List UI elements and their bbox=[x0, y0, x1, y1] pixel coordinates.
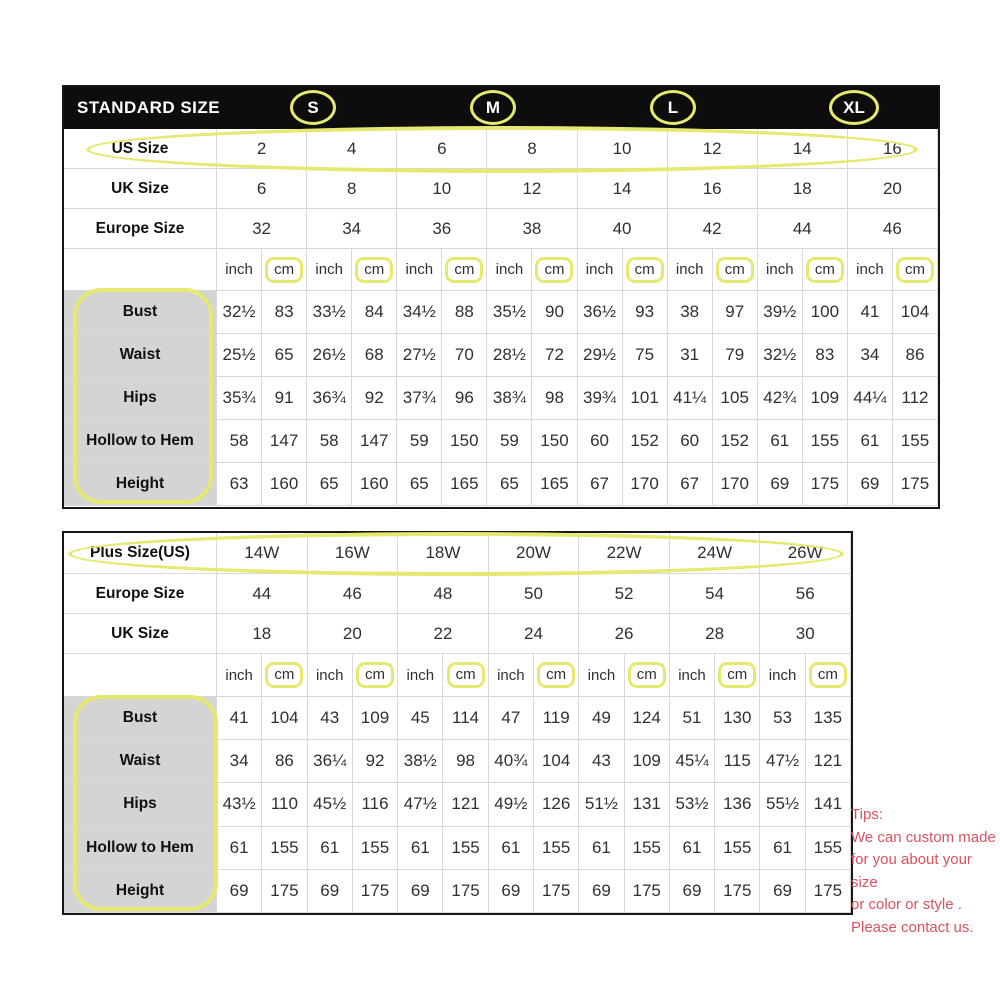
size-value-cell: 56 bbox=[760, 574, 851, 614]
measure-value-cell: 130 bbox=[715, 697, 760, 740]
measure-value-cell: 101 bbox=[623, 377, 668, 420]
measure-value-cell: 45¼ bbox=[670, 740, 715, 783]
measure-value-cell: 150 bbox=[442, 420, 487, 463]
size-value-cell: 10 bbox=[578, 129, 668, 169]
cm-highlight-chip: cm bbox=[355, 257, 393, 283]
size-value-cell: 40 bbox=[578, 209, 668, 249]
measure-value-cell: 59 bbox=[487, 420, 532, 463]
size-s-badge: S bbox=[290, 90, 336, 125]
cm-unit-cell bbox=[442, 249, 487, 291]
cm-unit-cell bbox=[715, 654, 760, 697]
size-value-cell: 36 bbox=[397, 209, 487, 249]
size-value-cell: 16 bbox=[668, 169, 758, 209]
units-row-spacer bbox=[64, 654, 217, 697]
measure-value-cell: 155 bbox=[803, 420, 848, 463]
size-row-label: UK Size bbox=[64, 169, 217, 209]
measure-value-cell: 75 bbox=[623, 334, 668, 377]
measure-value-cell: 38½ bbox=[398, 740, 443, 783]
standard-size-grid bbox=[64, 129, 938, 506]
size-value-cell: 4 bbox=[307, 129, 397, 169]
measure-value-cell: 43½ bbox=[217, 783, 262, 826]
measure-value-cell: 150 bbox=[532, 420, 577, 463]
measure-value-cell: 34 bbox=[848, 334, 893, 377]
cm-unit-cell bbox=[352, 249, 397, 291]
cm-highlight-chip: cm bbox=[535, 257, 573, 283]
measure-value-cell: 104 bbox=[893, 291, 938, 334]
cm-unit-cell bbox=[893, 249, 938, 291]
measure-value-cell: 51 bbox=[670, 697, 715, 740]
size-value-cell: 52 bbox=[579, 574, 670, 614]
measure-value-cell: 43 bbox=[308, 697, 353, 740]
measure-value-cell: 175 bbox=[262, 870, 307, 913]
measure-value-cell: 119 bbox=[534, 697, 579, 740]
measure-value-cell: 47½ bbox=[760, 740, 805, 783]
measure-row-label: Bust bbox=[64, 697, 217, 740]
measure-value-cell: 29½ bbox=[578, 334, 623, 377]
tips-line: We can custom made bbox=[851, 828, 996, 846]
measure-value-cell: 155 bbox=[806, 827, 851, 870]
measure-value-cell: 147 bbox=[262, 420, 307, 463]
measure-value-cell: 131 bbox=[625, 783, 670, 826]
size-xl-badge: XL bbox=[829, 90, 879, 125]
measure-value-cell: 175 bbox=[893, 463, 938, 506]
measure-value-cell: 155 bbox=[353, 827, 398, 870]
size-value-cell: 16W bbox=[308, 533, 399, 574]
inch-unit-cell: inch bbox=[217, 249, 262, 291]
cm-highlight-chip: cm bbox=[806, 257, 844, 283]
size-value-cell: 20 bbox=[848, 169, 938, 209]
tips-note bbox=[851, 804, 1000, 939]
measure-value-cell: 61 bbox=[670, 827, 715, 870]
cm-unit-cell bbox=[713, 249, 758, 291]
measure-value-cell: 170 bbox=[713, 463, 758, 506]
measure-value-cell: 170 bbox=[623, 463, 668, 506]
measure-value-cell: 135 bbox=[806, 697, 851, 740]
measure-value-cell: 27½ bbox=[397, 334, 442, 377]
cm-highlight-chip: cm bbox=[896, 257, 934, 283]
measure-value-cell: 160 bbox=[262, 463, 307, 506]
measure-value-cell: 33½ bbox=[307, 291, 352, 334]
size-value-cell: 14 bbox=[758, 129, 848, 169]
measure-value-cell: 65 bbox=[487, 463, 532, 506]
measure-value-cell: 42¾ bbox=[758, 377, 803, 420]
cm-unit-cell bbox=[806, 654, 851, 697]
inch-unit-cell: inch bbox=[578, 249, 623, 291]
measure-value-cell: 97 bbox=[713, 291, 758, 334]
inch-unit-cell: inch bbox=[307, 249, 352, 291]
measure-value-cell: 98 bbox=[532, 377, 577, 420]
measure-value-cell: 175 bbox=[443, 870, 488, 913]
cm-unit-cell bbox=[532, 249, 577, 291]
standard-size-title: STANDARD SIZE bbox=[77, 98, 221, 117]
measure-value-cell: 67 bbox=[578, 463, 623, 506]
measure-value-cell: 55½ bbox=[760, 783, 805, 826]
inch-unit-cell: inch bbox=[489, 654, 534, 697]
measure-row-label: Hollow to Hem bbox=[64, 420, 217, 463]
measure-value-cell: 25½ bbox=[217, 334, 262, 377]
measure-value-cell: 141 bbox=[806, 783, 851, 826]
cm-highlight-chip: cm bbox=[265, 257, 303, 283]
cm-highlight-chip: cm bbox=[537, 662, 575, 688]
measure-value-cell: 152 bbox=[713, 420, 758, 463]
measure-value-cell: 69 bbox=[579, 870, 624, 913]
measure-value-cell: 126 bbox=[534, 783, 579, 826]
measure-row-label: Height bbox=[64, 463, 217, 506]
measure-value-cell: 47½ bbox=[398, 783, 443, 826]
measure-value-cell: 100 bbox=[803, 291, 848, 334]
measure-value-cell: 175 bbox=[534, 870, 579, 913]
measure-value-cell: 175 bbox=[803, 463, 848, 506]
measure-value-cell: 83 bbox=[262, 291, 307, 334]
measure-value-cell: 114 bbox=[443, 697, 488, 740]
measure-value-cell: 155 bbox=[443, 827, 488, 870]
measure-value-cell: 61 bbox=[308, 827, 353, 870]
measure-value-cell: 31 bbox=[668, 334, 713, 377]
measure-value-cell: 61 bbox=[398, 827, 443, 870]
size-row-label: US Size bbox=[64, 129, 217, 169]
inch-unit-cell: inch bbox=[670, 654, 715, 697]
measure-value-cell: 92 bbox=[352, 377, 397, 420]
measure-value-cell: 86 bbox=[262, 740, 307, 783]
measure-value-cell: 84 bbox=[352, 291, 397, 334]
measure-value-cell: 98 bbox=[443, 740, 488, 783]
measure-value-cell: 38¾ bbox=[487, 377, 532, 420]
measure-value-cell: 69 bbox=[308, 870, 353, 913]
measure-value-cell: 49 bbox=[579, 697, 624, 740]
measure-value-cell: 61 bbox=[489, 827, 534, 870]
measure-value-cell: 60 bbox=[668, 420, 713, 463]
cm-unit-cell bbox=[623, 249, 668, 291]
measure-value-cell: 41¼ bbox=[668, 377, 713, 420]
measure-value-cell: 175 bbox=[353, 870, 398, 913]
measure-value-cell: 59 bbox=[397, 420, 442, 463]
measure-value-cell: 175 bbox=[715, 870, 760, 913]
size-value-cell: 2 bbox=[217, 129, 307, 169]
size-row-label: Europe Size bbox=[64, 574, 217, 614]
measure-value-cell: 44¼ bbox=[848, 377, 893, 420]
tips-line: for you about your size bbox=[851, 851, 972, 891]
size-value-cell: 38 bbox=[487, 209, 577, 249]
inch-unit-cell: inch bbox=[579, 654, 624, 697]
measure-value-cell: 26½ bbox=[307, 334, 352, 377]
size-value-cell: 32 bbox=[217, 209, 307, 249]
measure-value-cell: 47 bbox=[489, 697, 534, 740]
measure-value-cell: 53½ bbox=[670, 783, 715, 826]
measure-value-cell: 45 bbox=[398, 697, 443, 740]
cm-unit-cell bbox=[353, 654, 398, 697]
size-value-cell: 50 bbox=[489, 574, 580, 614]
cm-highlight-chip: cm bbox=[626, 257, 664, 283]
measure-value-cell: 45½ bbox=[308, 783, 353, 826]
measure-value-cell: 109 bbox=[803, 377, 848, 420]
measure-value-cell: 61 bbox=[848, 420, 893, 463]
measure-value-cell: 34½ bbox=[397, 291, 442, 334]
cm-unit-cell bbox=[625, 654, 670, 697]
measure-value-cell: 32½ bbox=[758, 334, 803, 377]
inch-unit-cell: inch bbox=[487, 249, 532, 291]
size-value-cell: 24W bbox=[670, 533, 761, 574]
cm-highlight-chip: cm bbox=[716, 257, 754, 283]
cm-unit-cell bbox=[803, 249, 848, 291]
size-value-cell: 20W bbox=[489, 533, 580, 574]
measure-value-cell: 34 bbox=[217, 740, 262, 783]
size-value-cell: 20 bbox=[308, 614, 399, 654]
measure-value-cell: 63 bbox=[217, 463, 262, 506]
size-value-cell: 48 bbox=[398, 574, 489, 614]
measure-value-cell: 121 bbox=[806, 740, 851, 783]
measure-value-cell: 61 bbox=[760, 827, 805, 870]
measure-value-cell: 155 bbox=[715, 827, 760, 870]
measure-value-cell: 53 bbox=[760, 697, 805, 740]
measure-value-cell: 160 bbox=[352, 463, 397, 506]
measure-row-label: Waist bbox=[64, 740, 217, 783]
size-row-label: UK Size bbox=[64, 614, 217, 654]
measure-value-cell: 165 bbox=[532, 463, 577, 506]
measure-value-cell: 83 bbox=[803, 334, 848, 377]
measure-value-cell: 88 bbox=[442, 291, 487, 334]
measure-value-cell: 41 bbox=[217, 697, 262, 740]
size-value-cell: 46 bbox=[848, 209, 938, 249]
measure-value-cell: 36¼ bbox=[308, 740, 353, 783]
size-value-cell: 12 bbox=[668, 129, 758, 169]
measure-value-cell: 155 bbox=[625, 827, 670, 870]
size-value-cell: 26W bbox=[760, 533, 851, 574]
inch-unit-cell: inch bbox=[758, 249, 803, 291]
size-value-cell: 30 bbox=[760, 614, 851, 654]
measure-value-cell: 36¾ bbox=[307, 377, 352, 420]
measure-value-cell: 86 bbox=[893, 334, 938, 377]
size-value-cell: 6 bbox=[217, 169, 307, 209]
size-row-label: Europe Size bbox=[64, 209, 217, 249]
size-value-cell: 28 bbox=[670, 614, 761, 654]
inch-unit-cell: inch bbox=[397, 249, 442, 291]
size-value-cell: 18 bbox=[217, 614, 308, 654]
size-value-cell: 8 bbox=[487, 129, 577, 169]
cm-highlight-chip: cm bbox=[445, 257, 483, 283]
standard-size-table bbox=[62, 85, 940, 509]
measure-row-label: Hips bbox=[64, 377, 217, 420]
size-value-cell: 14W bbox=[217, 533, 308, 574]
measure-row-label: Bust bbox=[64, 291, 217, 334]
measure-value-cell: 104 bbox=[534, 740, 579, 783]
size-value-cell: 8 bbox=[307, 169, 397, 209]
measure-value-cell: 39½ bbox=[758, 291, 803, 334]
cm-unit-cell bbox=[443, 654, 488, 697]
measure-value-cell: 58 bbox=[217, 420, 262, 463]
measure-value-cell: 65 bbox=[307, 463, 352, 506]
size-value-cell: 16 bbox=[848, 129, 938, 169]
units-row-spacer bbox=[64, 249, 217, 291]
measure-value-cell: 36½ bbox=[578, 291, 623, 334]
size-value-cell: 6 bbox=[397, 129, 487, 169]
cm-unit-cell bbox=[262, 249, 307, 291]
measure-value-cell: 38 bbox=[668, 291, 713, 334]
measure-value-cell: 147 bbox=[352, 420, 397, 463]
cm-highlight-chip: cm bbox=[628, 662, 666, 688]
cm-highlight-chip: cm bbox=[809, 662, 847, 688]
measure-value-cell: 49½ bbox=[489, 783, 534, 826]
size-value-cell: 22W bbox=[579, 533, 670, 574]
measure-value-cell: 109 bbox=[625, 740, 670, 783]
cm-highlight-chip: cm bbox=[447, 662, 485, 688]
measure-value-cell: 70 bbox=[442, 334, 487, 377]
measure-value-cell: 40¾ bbox=[489, 740, 534, 783]
measure-value-cell: 35¾ bbox=[217, 377, 262, 420]
tips-line: or color or style . bbox=[851, 896, 962, 913]
size-value-cell: 22 bbox=[398, 614, 489, 654]
measure-value-cell: 116 bbox=[353, 783, 398, 826]
measure-value-cell: 165 bbox=[442, 463, 487, 506]
measure-value-cell: 68 bbox=[352, 334, 397, 377]
measure-row-label: Height bbox=[64, 870, 217, 913]
size-row-label: Plus Size(US) bbox=[64, 533, 217, 574]
plus-size-grid bbox=[64, 533, 851, 913]
size-value-cell: 46 bbox=[308, 574, 399, 614]
measure-value-cell: 96 bbox=[442, 377, 487, 420]
measure-value-cell: 43 bbox=[579, 740, 624, 783]
tips-line: Please contact us. bbox=[851, 918, 974, 936]
measure-value-cell: 105 bbox=[713, 377, 758, 420]
measure-value-cell: 69 bbox=[848, 463, 893, 506]
measure-value-cell: 72 bbox=[532, 334, 577, 377]
plus-size-table bbox=[62, 531, 853, 915]
size-value-cell: 18W bbox=[398, 533, 489, 574]
cm-highlight-chip: cm bbox=[265, 662, 303, 688]
measure-value-cell: 69 bbox=[758, 463, 803, 506]
measure-value-cell: 67 bbox=[668, 463, 713, 506]
inch-unit-cell: inch bbox=[398, 654, 443, 697]
measure-value-cell: 60 bbox=[578, 420, 623, 463]
measure-value-cell: 37¾ bbox=[397, 377, 442, 420]
size-value-cell: 34 bbox=[307, 209, 397, 249]
size-m-badge: M bbox=[470, 90, 516, 125]
measure-row-label: Hips bbox=[64, 783, 217, 826]
cm-unit-cell bbox=[262, 654, 307, 697]
measure-value-cell: 155 bbox=[534, 827, 579, 870]
size-value-cell: 24 bbox=[489, 614, 580, 654]
size-value-cell: 18 bbox=[758, 169, 848, 209]
measure-value-cell: 69 bbox=[760, 870, 805, 913]
measure-value-cell: 65 bbox=[262, 334, 307, 377]
measure-value-cell: 39¾ bbox=[578, 377, 623, 420]
measure-value-cell: 69 bbox=[398, 870, 443, 913]
cm-highlight-chip: cm bbox=[356, 662, 394, 688]
measure-value-cell: 61 bbox=[217, 827, 262, 870]
measure-value-cell: 93 bbox=[623, 291, 668, 334]
measure-value-cell: 92 bbox=[353, 740, 398, 783]
measure-value-cell: 91 bbox=[262, 377, 307, 420]
measure-value-cell: 104 bbox=[262, 697, 307, 740]
measure-value-cell: 152 bbox=[623, 420, 668, 463]
measure-value-cell: 69 bbox=[670, 870, 715, 913]
measure-value-cell: 124 bbox=[625, 697, 670, 740]
measure-value-cell: 115 bbox=[715, 740, 760, 783]
size-value-cell: 10 bbox=[397, 169, 487, 209]
standard-size-header-bar bbox=[64, 87, 938, 129]
measure-value-cell: 32½ bbox=[217, 291, 262, 334]
size-value-cell: 42 bbox=[668, 209, 758, 249]
measure-value-cell: 175 bbox=[806, 870, 851, 913]
inch-unit-cell: inch bbox=[760, 654, 805, 697]
measure-value-cell: 110 bbox=[262, 783, 307, 826]
inch-unit-cell: inch bbox=[308, 654, 353, 697]
measure-value-cell: 136 bbox=[715, 783, 760, 826]
measure-value-cell: 121 bbox=[443, 783, 488, 826]
inch-unit-cell: inch bbox=[848, 249, 893, 291]
measure-value-cell: 112 bbox=[893, 377, 938, 420]
measure-value-cell: 69 bbox=[489, 870, 534, 913]
measure-value-cell: 90 bbox=[532, 291, 577, 334]
cm-unit-cell bbox=[534, 654, 579, 697]
measure-value-cell: 41 bbox=[848, 291, 893, 334]
size-value-cell: 26 bbox=[579, 614, 670, 654]
measure-value-cell: 51½ bbox=[579, 783, 624, 826]
measure-row-label: Hollow to Hem bbox=[64, 827, 217, 870]
measure-value-cell: 65 bbox=[397, 463, 442, 506]
measure-value-cell: 155 bbox=[893, 420, 938, 463]
measure-row-label: Waist bbox=[64, 334, 217, 377]
measure-value-cell: 109 bbox=[353, 697, 398, 740]
size-value-cell: 12 bbox=[487, 169, 577, 209]
measure-value-cell: 35½ bbox=[487, 291, 532, 334]
inch-unit-cell: inch bbox=[668, 249, 713, 291]
measure-value-cell: 69 bbox=[217, 870, 262, 913]
measure-value-cell: 61 bbox=[579, 827, 624, 870]
size-value-cell: 44 bbox=[758, 209, 848, 249]
measure-value-cell: 61 bbox=[758, 420, 803, 463]
cm-highlight-chip: cm bbox=[718, 662, 756, 688]
measure-value-cell: 175 bbox=[625, 870, 670, 913]
size-value-cell: 14 bbox=[578, 169, 668, 209]
size-l-badge: L bbox=[650, 90, 696, 125]
size-value-cell: 44 bbox=[217, 574, 308, 614]
measure-value-cell: 79 bbox=[713, 334, 758, 377]
measure-value-cell: 58 bbox=[307, 420, 352, 463]
measure-value-cell: 28½ bbox=[487, 334, 532, 377]
measure-value-cell: 155 bbox=[262, 827, 307, 870]
inch-unit-cell: inch bbox=[217, 654, 262, 697]
size-value-cell: 54 bbox=[670, 574, 761, 614]
tips-title: Tips: bbox=[851, 806, 883, 823]
